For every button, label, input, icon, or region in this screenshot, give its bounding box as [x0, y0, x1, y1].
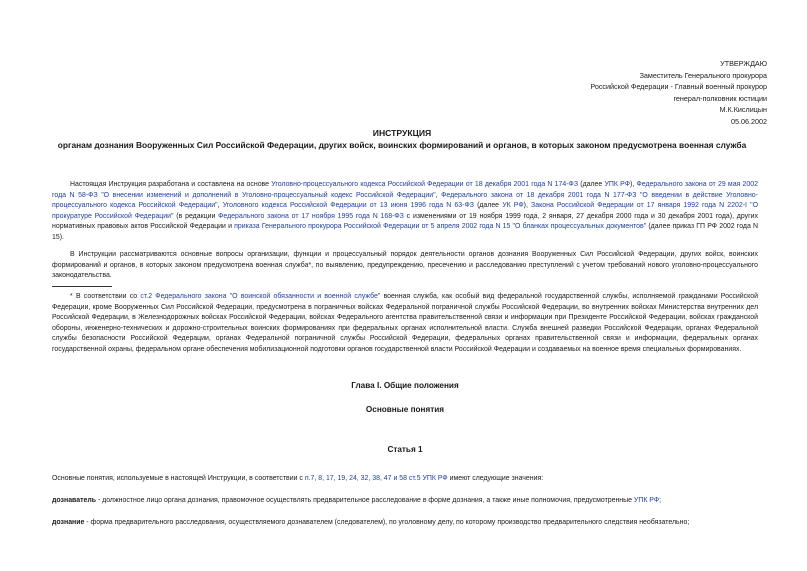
definition-term: дознание	[52, 519, 85, 526]
document-title: ИНСТРУКЦИЯ	[372, 128, 432, 138]
document-link[interactable]: УПК РФ	[604, 181, 630, 188]
definition-text	[96, 497, 661, 504]
text-segment: ;	[659, 497, 662, 504]
text-segment: (далее	[473, 202, 503, 210]
text-segment: ),	[630, 181, 637, 188]
scope-paragraph: В Инструкции рассматриваются основные вопросы организации, функции и процессуальный порядок деятельности органов дознания Вооруженных Сил Российской Федерации, других войск, воинских формирований и органов, в которых законом предусмотрена военная служба*, по выявлению, предупреждению, пресечению и расследованию преступлений с учетом требований нового уголовно-процессуального законодательства.	[52, 251, 758, 280]
text-segment: * В соответствии со	[70, 293, 141, 300]
approval-block	[467, 58, 767, 128]
footnote-divider	[52, 286, 112, 287]
document-link[interactable]: УПК РФ	[633, 497, 660, 504]
title-block	[52, 128, 752, 151]
definition-text	[84, 519, 689, 526]
text-segment: ),	[523, 202, 532, 210]
definition-item	[52, 496, 758, 506]
text-segment: Настоящая Инструкция разработана и составлена на основе	[70, 181, 272, 188]
document-link[interactable]: УК РФ	[502, 202, 524, 210]
approval-rank: генерал-полковник юстиции	[673, 93, 767, 103]
text-segment: - должностное лицо органа дознания, правомочное осуществлять предварительное расследование в форме дознания, а также иные полномочия, предусмотренные	[96, 497, 634, 504]
article-heading: Статья 1	[387, 445, 423, 454]
article-intro	[52, 474, 758, 484]
document-link[interactable]: Федерального закона от 29 мая 2002 года N 58-ФЗ "О внесении изменений и дополнений в Уголовно-процессуальный кодекс Российской Федерации"	[52, 181, 758, 199]
document-link[interactable]: Федерального закона от 17 ноября 1995 года N 168-ФЗ	[218, 212, 404, 220]
document-link[interactable]: п.7, 8, 17, 19, 24, 32, 38, 47 и 58 ст.5 УПК РФ	[304, 475, 448, 482]
document-link[interactable]: Уголовно-процессуального кодекса Российской Федерации от 18 декабря 2001 года N 174-ФЗ	[271, 181, 579, 188]
text-segment: (далее приказ ГП РФ 2002 года N 15).	[52, 223, 758, 241]
document-link[interactable]: Федерального закона от 18 декабря 2001 года N 177-ФЗ "О введении в действие Уголовно-процессуального кодекса Российской Федерации"	[52, 191, 758, 210]
text-segment: военная служба, как особый вид федеральной государственной службы, исполняемой гражданами Российской Федерации, кроме Вооруженных Сил Российской Федерации, предусмотрена в пограничных войсках Федеральной пограничной службы Российской Федерации, во внутренних войсках Министерства внутренних дел Российской Федерации, в Железнодорожных войсках Российской Федерации, войсках Федерального агентства правительственной связи и информации при Президенте Российской Федерации, войсках гражданской обороны, инженерно-технических и дорожно-строительных воинских формированиях при федеральных органах исполнительной власти. Служба внешней разведки Российской Федерации, органах Федеральной службы безопасности Российской Федерации, органах Федеральной пограничной службы Российской Федерации, федеральных органах правительственной связи и информации, федеральных органах государственной охраны, федеральном органе обеспечения мобилизационной подготовки органов государственной власти Российской Федерации и создаваемых на военное время специальных формированиях.	[52, 293, 758, 353]
definition-item	[52, 518, 758, 528]
document-link[interactable]: ст.2 Федерального закона "О воинской обязанности и военной службе"	[140, 293, 381, 300]
document-link[interactable]: Уголовного кодекса Российской Федерации от 13 июня 1996 года N 63-ФЗ	[222, 202, 474, 210]
section-heading: Основные понятия	[365, 405, 445, 414]
text-segment: с изменениями от 19 ноября 1999 года, 2 января, 27 декабря 2000 года и 30 декабря 2001 года), других нормативных правовых актов Российской Федерации и	[52, 212, 758, 231]
document-subtitle: органам дознания Вооруженных Сил Российской Федерации, других войск, воинских формирований и органов, в которых законом предусмотрена военная служба	[57, 140, 747, 150]
text-segment: - форма предварительного расследования, осуществляемого дознавателем (следователем), по уголовному делу, по которому производство предварительного следствия необязательно;	[84, 519, 690, 526]
intro-paragraph	[52, 180, 758, 244]
approval-position-2: Российской Федерации - Главный военный прокурор	[590, 82, 767, 92]
approval-name: М.К.Кислицын	[719, 105, 767, 115]
document-link[interactable]: Закона Российской Федерации от 17 января 1992 года N 2202-I "О прокуратуре Российской Федерации"	[52, 202, 758, 220]
document-link[interactable]: приказа Генерального прокурора Российской Федерации от 5 апреля 2002 года N 15 "О бланках процессуальных документов"	[234, 223, 647, 231]
chapter-heading: Глава I. Общие положения	[351, 381, 459, 390]
text-segment: Основные понятия, используемые в настоящей Инструкции, в соответствии с	[52, 475, 305, 482]
text-segment: имеют следующие значения:	[447, 475, 544, 482]
approval-date: 05.06.2002	[731, 116, 767, 126]
text-segment: (в редакции	[173, 212, 219, 220]
definition-term: дознаватель	[52, 497, 97, 504]
approval-label: УТВЕРЖДАЮ	[720, 59, 767, 68]
text-segment: (далее	[578, 181, 605, 188]
text-segment: ,	[435, 191, 442, 199]
footnote-paragraph	[52, 292, 758, 356]
text-segment: ,	[217, 202, 223, 210]
approval-position-1: Заместитель Генерального прокурора	[639, 70, 767, 80]
